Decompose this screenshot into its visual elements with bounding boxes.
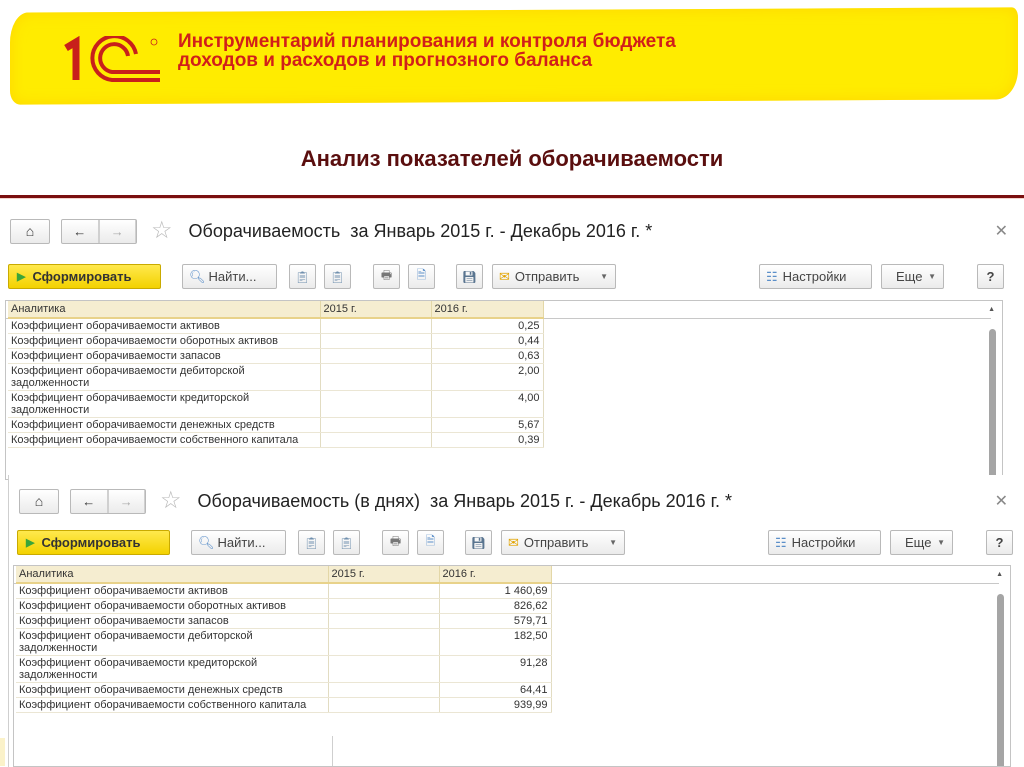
home-button[interactable]	[19, 489, 59, 514]
row-marker	[0, 738, 5, 766]
send-label: Отправить	[523, 535, 589, 550]
find-button[interactable]	[191, 530, 286, 555]
arrow-right-icon: →	[109, 490, 146, 513]
search-icon: 🔍︎	[198, 534, 215, 550]
row-label: Коэффициент оборачиваемости кредиторской задолженности	[8, 391, 320, 418]
save-button[interactable]	[456, 264, 483, 289]
more-button[interactable]	[890, 530, 953, 555]
settings-list-icon: ☷	[775, 534, 787, 550]
banner-title: Инструментарий планирования и контроля бюджета доходов и расходов и прогнозного баланса	[178, 31, 676, 71]
cell-2015	[320, 318, 431, 334]
row-label: Коэффициент оборачиваемости активов	[8, 318, 320, 334]
row-label: Коэффициент оборачиваемости оборотных активов	[16, 599, 328, 614]
row-label: Коэффициент оборачиваемости дебиторской задолженности	[8, 364, 320, 391]
navigation-bar	[19, 488, 732, 514]
cell-2016: 2,00	[431, 364, 543, 391]
forward-button[interactable]	[100, 220, 137, 243]
find-label: Найти...	[217, 535, 266, 550]
cell-2015	[320, 364, 431, 391]
table-header-row	[16, 566, 551, 583]
table-row[interactable]	[8, 318, 543, 334]
star-icon[interactable]: ☆	[151, 217, 173, 244]
generate-label: Сформировать	[32, 269, 132, 284]
help-label: ?	[995, 535, 1004, 550]
history-navigation	[70, 489, 146, 514]
preview-icon: 🗎︎	[425, 534, 436, 548]
cell-2016: 91,28	[439, 656, 551, 683]
help-button[interactable]	[977, 264, 1004, 289]
vertical-scrollbar[interactable]	[997, 594, 1004, 767]
close-icon[interactable]: ✕	[994, 493, 1008, 510]
cell-2016: 579,71	[439, 614, 551, 629]
generate-button[interactable]	[8, 264, 161, 289]
table-row[interactable]	[8, 364, 543, 391]
row-label: Коэффициент оборачиваемости дебиторской задолженности	[16, 629, 328, 656]
send-button[interactable]	[492, 264, 616, 289]
collapse-groups-button[interactable]	[324, 264, 351, 289]
cell-2016: 939,99	[439, 698, 551, 713]
row-label: Коэффициент оборачиваемости денежных средств	[16, 683, 328, 698]
table-row[interactable]	[16, 629, 551, 656]
help-button[interactable]	[986, 530, 1013, 555]
more-label: Еще	[896, 269, 923, 284]
settings-label: Настройки	[782, 269, 847, 284]
row-label: Коэффициент оборачиваемости денежных средств	[8, 418, 320, 433]
cell-2016: 182,50	[439, 629, 551, 656]
help-label: ?	[986, 269, 995, 284]
print-button[interactable]	[382, 530, 409, 555]
chevron-down-icon: ▼	[928, 272, 936, 281]
envelope-icon: ✉	[508, 534, 519, 550]
expand-groups-button[interactable]	[289, 264, 316, 289]
save-button[interactable]	[465, 530, 492, 555]
divider	[0, 198, 1024, 199]
report-table-area	[5, 300, 1003, 480]
settings-button[interactable]	[759, 264, 872, 289]
column-header-2015[interactable]: 2015 г.	[320, 301, 431, 318]
cell-2015	[328, 583, 439, 599]
toolbar	[17, 530, 1017, 556]
expand-groups-button[interactable]	[298, 530, 325, 555]
row-label: Коэффициент оборачиваемости собственного капитала	[8, 433, 320, 448]
preview-icon: 🗎︎	[416, 268, 427, 282]
preview-button[interactable]	[408, 264, 435, 289]
clipboard-icon: 📋︎	[303, 535, 320, 550]
chevron-down-icon: ▼	[937, 538, 945, 547]
floppy-disk-icon: 💾︎	[461, 269, 478, 284]
toolbar	[8, 264, 1008, 290]
back-button[interactable]	[71, 490, 109, 513]
preview-button[interactable]	[417, 530, 444, 555]
send-label: Отправить	[514, 269, 580, 284]
cell-2015	[328, 683, 439, 698]
cell-2016: 0,63	[431, 349, 543, 364]
cell-2015	[328, 629, 439, 656]
scroll-up-icon[interactable]: ▲	[988, 306, 995, 313]
settings-list-icon: ☷	[766, 268, 778, 284]
play-icon: ▶	[26, 537, 35, 549]
report-window-turnover	[0, 205, 1024, 475]
window-title: Оборачиваемость (в днях) за Январь 2015 г. - Декабрь 2016 г. *	[197, 490, 733, 511]
cell-2015	[320, 433, 431, 448]
send-button[interactable]	[501, 530, 625, 555]
slide-title: Анализ показателей оборачиваемости	[300, 146, 724, 171]
1c-logo-icon	[62, 36, 162, 84]
row-label: Коэффициент оборачиваемости оборотных активов	[8, 334, 320, 349]
table-row[interactable]	[16, 656, 551, 683]
back-button[interactable]	[62, 220, 100, 243]
cell-2016: 1 460,69	[439, 583, 551, 599]
envelope-icon: ✉	[499, 268, 510, 284]
cell-2015	[320, 391, 431, 418]
cell-2015	[320, 418, 431, 433]
settings-button[interactable]	[768, 530, 881, 555]
table-row[interactable]	[8, 334, 543, 349]
cell-2016: 64,41	[439, 683, 551, 698]
cell-2016: 0,44	[431, 334, 543, 349]
close-icon[interactable]: ✕	[994, 223, 1008, 240]
collapse-groups-button[interactable]	[333, 530, 360, 555]
clipboard-icon: 📋︎	[338, 535, 355, 550]
column-header-analytics[interactable]: Аналитика	[16, 566, 328, 583]
cell-2016: 4,00	[431, 391, 543, 418]
home-button[interactable]	[10, 219, 50, 244]
cell-2015	[328, 698, 439, 713]
row-label: Коэффициент оборачиваемости кредиторской задолженности	[16, 656, 328, 683]
column-header-2016[interactable]: 2016 г.	[439, 566, 551, 583]
star-icon[interactable]: ☆	[160, 487, 182, 514]
vertical-scrollbar[interactable]	[989, 329, 996, 480]
report-table	[16, 566, 552, 713]
find-button[interactable]	[182, 264, 277, 289]
printer-icon: 🖶︎	[380, 268, 393, 282]
report-table	[8, 301, 544, 448]
floppy-disk-icon: 💾︎	[470, 535, 487, 550]
column-header-2015[interactable]: 2015 г.	[328, 566, 439, 583]
table-row[interactable]	[16, 583, 551, 599]
arrow-left-icon: ←	[71, 490, 108, 513]
generate-label: Сформировать	[41, 535, 141, 550]
row-label: Коэффициент оборачиваемости активов	[16, 583, 328, 599]
report-table-area	[13, 565, 1011, 767]
cell-2015	[328, 599, 439, 614]
row-label: Коэффициент оборачиваемости запасов	[8, 349, 320, 364]
history-navigation	[61, 219, 137, 244]
more-label: Еще	[905, 535, 932, 550]
find-label: Найти...	[208, 269, 257, 284]
settings-label: Настройки	[791, 535, 856, 550]
cell-2016: 826,62	[439, 599, 551, 614]
clipboard-icon: 📋︎	[329, 269, 346, 284]
search-icon: 🔍︎	[189, 268, 206, 284]
print-button[interactable]	[373, 264, 400, 289]
table-row[interactable]	[8, 349, 543, 364]
cell-2015	[320, 334, 431, 349]
row-label: Коэффициент оборачиваемости собственного капитала	[16, 698, 328, 713]
report-window-turnover-days	[8, 475, 1024, 767]
cell-2016: 0,39	[431, 433, 543, 448]
column-divider	[332, 736, 333, 767]
home-icon: ⌂	[25, 223, 35, 239]
table-row[interactable]	[8, 391, 543, 418]
scroll-up-icon[interactable]: ▲	[996, 571, 1003, 578]
cell-2015	[328, 614, 439, 629]
home-icon: ⌂	[34, 493, 44, 509]
table-row[interactable]	[16, 698, 551, 713]
header-banner	[10, 6, 1018, 106]
printer-icon: 🖶︎	[389, 534, 402, 548]
table-header-row	[8, 301, 543, 318]
chevron-down-icon: ▼	[600, 272, 608, 281]
table-row[interactable]	[16, 599, 551, 614]
arrow-right-icon: →	[100, 220, 137, 243]
play-icon: ▶	[17, 271, 26, 283]
table-row[interactable]	[8, 418, 543, 433]
cell-2015	[320, 349, 431, 364]
window-title: Оборачиваемость за Январь 2015 г. - Декабрь 2016 г. *	[188, 220, 653, 241]
cell-2016: 5,67	[431, 418, 543, 433]
clipboard-icon: 📋︎	[294, 269, 311, 284]
row-label: Коэффициент оборачиваемости запасов	[16, 614, 328, 629]
table-row[interactable]	[8, 433, 543, 448]
forward-button[interactable]	[109, 490, 146, 513]
navigation-bar	[10, 218, 652, 244]
table-row[interactable]	[16, 614, 551, 629]
cell-2016: 0,25	[431, 318, 543, 334]
column-header-analytics[interactable]: Аналитика	[8, 301, 320, 318]
more-button[interactable]	[881, 264, 944, 289]
cell-2015	[328, 656, 439, 683]
arrow-left-icon: ←	[62, 220, 99, 243]
table-row[interactable]	[16, 683, 551, 698]
chevron-down-icon: ▼	[609, 538, 617, 547]
column-header-2016[interactable]: 2016 г.	[431, 301, 543, 318]
generate-button[interactable]	[17, 530, 170, 555]
